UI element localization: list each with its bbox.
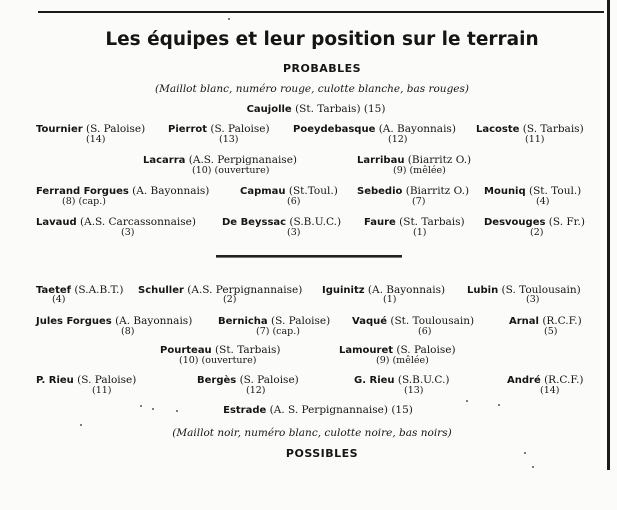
- player-club: (S. Paloise): [86, 123, 146, 135]
- print-speck: [176, 410, 178, 412]
- player-club: (S. Paloise): [396, 344, 456, 356]
- player-club: (A.S. Perpignannaise): [187, 284, 303, 296]
- player-number: (3): [121, 227, 135, 238]
- player-club: (St. Toul.): [529, 185, 582, 197]
- probables-heading: PROBABLES: [282, 62, 362, 75]
- section-divider-shadow: [216, 257, 402, 258]
- player-name: Faure: [364, 217, 396, 228]
- player-name: Larribau: [357, 155, 405, 166]
- player-number: (9) (mêlée): [376, 355, 429, 366]
- player-club: (S. Paloise): [77, 374, 137, 386]
- player-name: Desvouges: [484, 217, 546, 228]
- page-title: Les équipes et leur position sur le terrain: [105, 29, 539, 50]
- player-club: (Biarritz O.): [407, 154, 472, 166]
- player-name: De Beyssac: [222, 217, 287, 228]
- player-number: (7) (cap.): [256, 326, 300, 337]
- player-entry: [36, 374, 136, 387]
- player-club: (St.Toul.): [288, 185, 338, 197]
- player-number: (1): [383, 294, 397, 305]
- player-name: Jules Forgues: [36, 316, 112, 327]
- player-number: (3): [287, 227, 301, 238]
- player-entry: [36, 284, 123, 297]
- possibles-uniform: (Maillot noir, numéro blanc, culotte noire, bas noirs): [172, 427, 452, 439]
- player-number: (3): [526, 294, 540, 305]
- player-club: (St. Tarbais) (15): [295, 103, 386, 115]
- player-number: (7): [412, 196, 426, 207]
- player-number: (4): [52, 294, 66, 305]
- probables-uniform: (Maillot blanc, numéro rouge, culotte blanche, bas rouges): [155, 83, 469, 95]
- player-name: Vaqué: [352, 316, 387, 327]
- player-number: (14): [540, 385, 560, 396]
- player-club: (S.B.U.C.): [289, 216, 342, 228]
- player-club: (St. Toulousain): [390, 315, 475, 327]
- print-speck: [140, 405, 142, 407]
- player-number: (13): [404, 385, 424, 396]
- player-number: (11): [92, 385, 112, 396]
- player-name: Arnal: [509, 316, 539, 327]
- player-entry: [138, 284, 302, 297]
- player-name: Tournier: [36, 124, 83, 135]
- player-club: (A. Bayonnais): [132, 185, 210, 197]
- player-name: Iguinitz: [322, 285, 365, 296]
- player-number: (2): [223, 294, 237, 305]
- player-number: (1): [413, 227, 427, 238]
- player-number: (4): [536, 196, 550, 207]
- print-speck: [498, 404, 500, 406]
- player-number: (13): [219, 134, 239, 145]
- player-club: (S.B.U.C.): [397, 374, 450, 386]
- player-club: (S. Fr.): [548, 216, 585, 228]
- player-club: (S. Paloise): [210, 123, 270, 135]
- top-rule: [38, 11, 604, 13]
- print-speck: [152, 408, 154, 410]
- player-club: (A. Bayonnais): [367, 284, 446, 296]
- player-number: (2): [530, 227, 544, 238]
- player-name: Mouniq: [484, 186, 526, 197]
- player-number: (9) (mêlée): [393, 165, 446, 176]
- player-entry: [293, 123, 456, 136]
- player-number: (10) (ouverture): [192, 165, 270, 176]
- player-club: (R.C.F.): [544, 374, 584, 386]
- player-entry: [36, 315, 192, 328]
- possibles-full-back: [223, 404, 413, 417]
- player-club: (St. Tarbais): [399, 216, 465, 228]
- player-name: P. Rieu: [36, 375, 74, 386]
- print-speck: [228, 18, 230, 20]
- player-name: G. Rieu: [354, 375, 395, 386]
- player-club: (R.C.F.): [542, 315, 582, 327]
- player-number: (10) (ouverture): [179, 355, 257, 366]
- player-number: (14): [86, 134, 106, 145]
- player-name: Pourteau: [160, 345, 212, 356]
- player-number: (11): [525, 134, 545, 145]
- player-name: Ferrand Forgues: [36, 186, 129, 197]
- player-name: Lamouret: [339, 345, 394, 356]
- print-speck: [524, 452, 526, 454]
- print-speck: [532, 466, 534, 468]
- print-speck: [80, 424, 82, 426]
- player-club: (St. Tarbais): [215, 344, 281, 356]
- player-name: Taetef: [36, 285, 71, 296]
- player-entry: [352, 315, 474, 328]
- player-entry: [36, 216, 196, 229]
- player-number: (12): [388, 134, 408, 145]
- probables-full-back: [247, 103, 386, 116]
- player-club: (A. Bayonnais): [115, 315, 193, 327]
- player-club: (A.S. Carcassonnaise): [80, 216, 196, 228]
- player-name: Sebedio: [357, 186, 403, 197]
- player-number: (8) (cap.): [62, 196, 106, 207]
- column-rule: [607, 0, 610, 470]
- player-club: (S. Paloise): [271, 315, 331, 327]
- player-entry: [467, 284, 581, 297]
- player-club: (S. Toulousain): [501, 284, 581, 296]
- player-name: Lavaud: [36, 217, 77, 228]
- player-name: Lacoste: [476, 124, 520, 135]
- player-club: (S. Tarbais): [522, 123, 584, 135]
- player-club: (S. Paloise): [239, 374, 299, 386]
- possibles-heading: POSSIBLES: [285, 447, 359, 460]
- player-club: (S.A.B.T.): [74, 284, 124, 296]
- player-name: Lacarra: [143, 155, 186, 166]
- player-name: Capmau: [240, 186, 286, 197]
- player-name: Bernicha: [218, 316, 268, 327]
- player-name: Caujolle: [246, 104, 292, 115]
- player-club: (A.S. Perpignanaise): [188, 154, 298, 166]
- player-name: Lubin: [467, 285, 499, 296]
- player-name: André: [507, 375, 541, 386]
- player-number: (5): [544, 326, 558, 337]
- player-club: (Biarritz O.): [405, 185, 470, 197]
- player-entry: [354, 374, 450, 387]
- player-name: Poeydebasque: [293, 124, 376, 135]
- print-speck: [466, 400, 468, 402]
- player-number: (6): [418, 326, 432, 337]
- player-number: (6): [287, 196, 301, 207]
- player-name: Estrade: [223, 405, 267, 416]
- player-name: Pierrot: [168, 124, 208, 135]
- player-club: (A. S. Perpignannaise) (15): [269, 404, 413, 416]
- player-number: (12): [246, 385, 266, 396]
- player-entry: [484, 185, 581, 198]
- player-name: Bergès: [197, 375, 237, 386]
- player-name: Schuller: [138, 285, 184, 296]
- player-number: (8): [121, 326, 135, 337]
- player-entry: [222, 216, 341, 229]
- player-club: (A. Bayonnais): [378, 123, 456, 135]
